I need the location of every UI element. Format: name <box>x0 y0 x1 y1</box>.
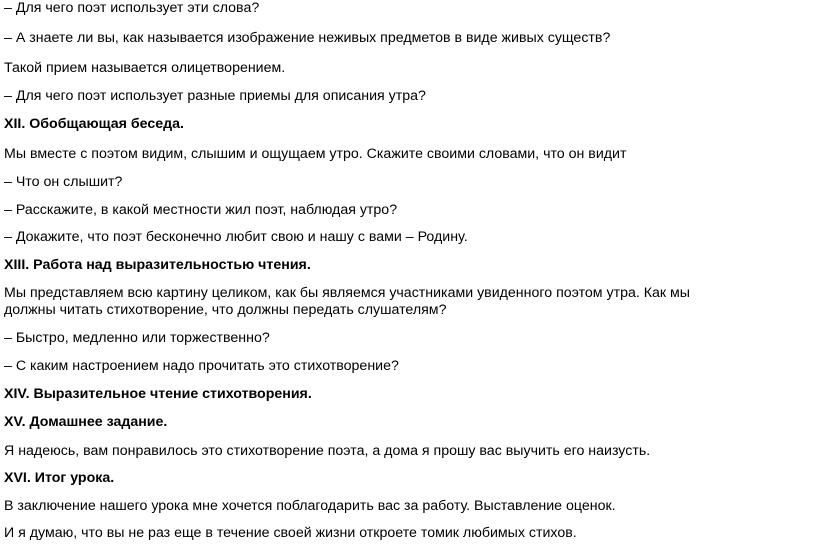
section-heading: XV. Домашнее задание. <box>4 414 168 430</box>
paragraph-line: Такой прием называется олицетворением. <box>4 60 286 76</box>
paragraph-line: Я надеюсь, вам понравилось это стихотворение поэта, а дома я прошу вас выучить его наизусть. <box>4 443 651 459</box>
paragraph-line: И я думаю, что вы не раз еще в течение своей жизни откроете томик любимых стихов. <box>4 525 577 541</box>
paragraph-line: Мы вместе с поэтом видим, слышим и ощущаем утро. Скажите своими словами, что он видит <box>4 146 627 162</box>
question-line: – Для чего поэт использует эти слова? <box>4 0 260 16</box>
paragraph-line: должны читать стихотворение, что должны передать слушателям? <box>4 302 447 318</box>
paragraph-line: В заключение нашего урока мне хочется поблагодарить вас за работу. Выставление оценок. <box>4 498 616 514</box>
section-heading: XVI. Итог урока. <box>4 470 115 486</box>
question-line: – Для чего поэт использует разные приемы для описания утра? <box>4 88 426 104</box>
question-line: – Что он слышит? <box>4 174 123 190</box>
section-heading: XIV. Выразительное чтение стихотворения. <box>4 386 312 402</box>
question-line: – А знаете ли вы, как называется изображение неживых предметов в виде живых существ? <box>4 30 611 46</box>
section-heading: XII. Обобщающая беседа. <box>4 116 184 132</box>
paragraph-line: Мы представляем всю картину целиком, как бы являемся участниками увиденного поэтом утра. Как мы <box>4 285 690 301</box>
question-line: – Быстро, медленно или торжественно? <box>4 330 270 346</box>
question-line: – Докажите, что поэт бесконечно любит свою и нашу с вами – Родину. <box>4 229 468 245</box>
question-line: – Расскажите, в какой местности жил поэт, наблюдая утро? <box>4 202 398 218</box>
section-heading: XIII. Работа над выразительностью чтения. <box>4 257 311 273</box>
question-line: – С каким настроением надо прочитать это стихотворение? <box>4 358 399 374</box>
